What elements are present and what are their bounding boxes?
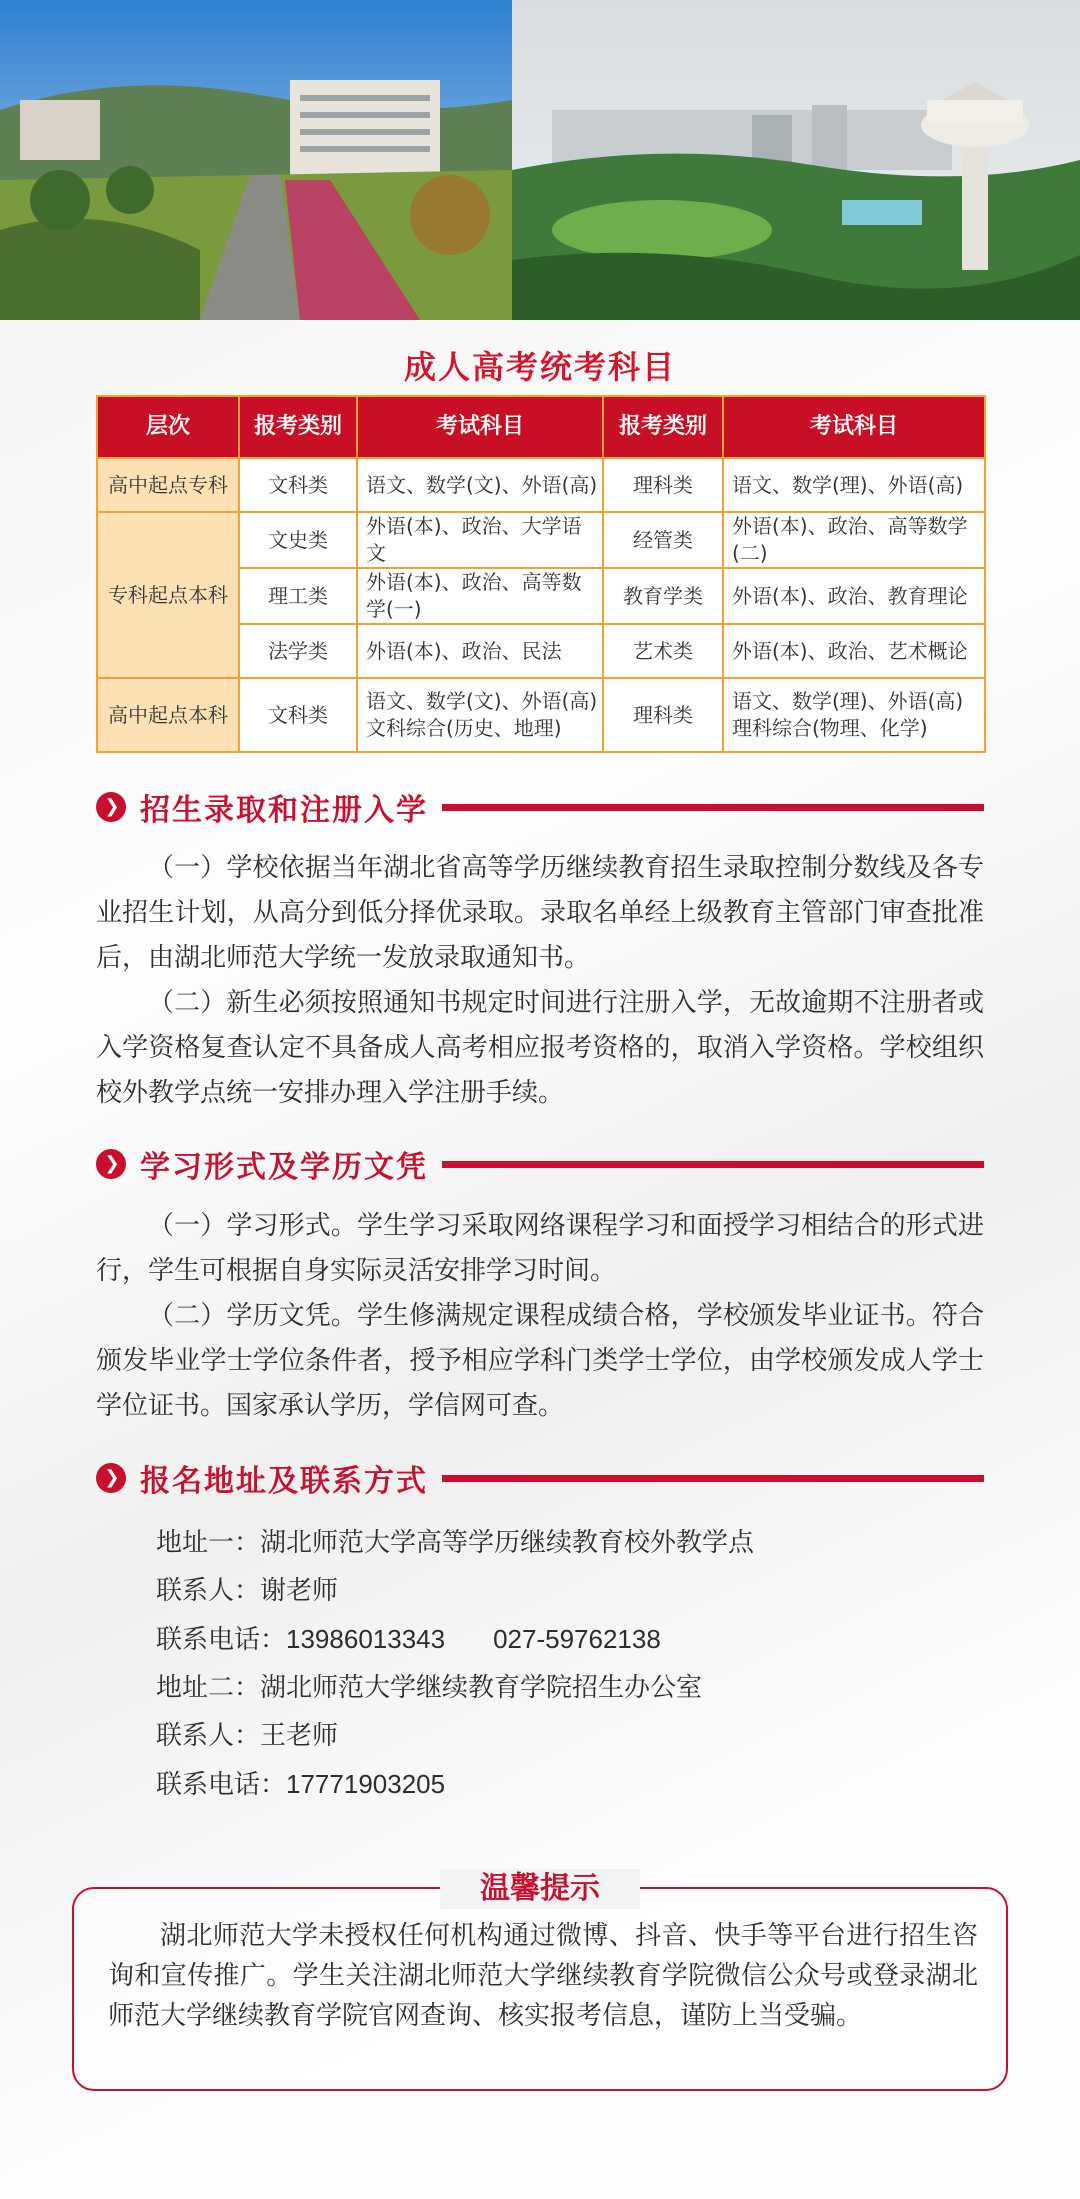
header-level: 层次 (97, 396, 239, 458)
section-admission-heading (96, 785, 984, 829)
paragraph: （一）学习形式。学生学习采取网络课程学习和面授学习相结合的形式进行，学生可根据自身实际灵活安排学习时间。 (96, 1211, 984, 1286)
exam-subjects-table (96, 395, 986, 753)
subjects-cell: 语文、数学(文)、外语(高) (357, 458, 603, 512)
subjects-line: 理科综合(物理、化学) (732, 716, 928, 740)
chevron-right-icon: ❯ (96, 1463, 126, 1493)
phone-number-mobile: 17771903205 (286, 1769, 446, 1799)
category-cell: 艺术类 (603, 624, 723, 678)
table-row (97, 512, 985, 568)
header-photos (0, 0, 1080, 320)
table-row (97, 678, 985, 752)
section-title: 报名地址及联系方式 (140, 1464, 428, 1499)
subjects-cell: 外语(本)、政治、高等数学(二) (723, 512, 985, 568)
header-category: 报考类别 (239, 396, 357, 458)
admission-text (96, 846, 984, 1116)
category-cell: 理科类 (603, 678, 723, 752)
subjects-line: 语文、数学(文)、外语(高) (366, 689, 598, 713)
campus-avenue-photo (0, 0, 512, 320)
phone-number-landline: 027-59762138 (493, 1624, 661, 1654)
study-text (96, 1204, 984, 1429)
header-category: 报考类别 (603, 396, 723, 458)
subjects-cell: 外语(本)、政治、教育理论 (723, 568, 985, 624)
subjects-cell: 语文、数学(理)、外语(高) (723, 458, 985, 512)
contact-person-two: 联系人：王老师 (156, 1721, 339, 1751)
table-header-row (97, 396, 985, 458)
notice-title: 温馨提示 (440, 1869, 640, 1909)
subjects-line: 语文、数学(理)、外语(高) (732, 689, 964, 713)
address-two: 地址二：湖北师范大学继续教育学院招生办公室 (156, 1673, 703, 1703)
paragraph: （二）学历文凭。学生修满规定课程成绩合格，学校颁发毕业证书。符合颁发毕业学士学位条件者，授予相应学科门类学士学位，由学校颁发成人学士学位证书。国家承认学历，学信网可查。 (96, 1301, 984, 1421)
level-cell: 高中起点本科 (97, 678, 239, 752)
phone-label: 联系电话： (156, 1770, 287, 1800)
section-divider (442, 804, 984, 811)
level-cell: 专科起点本科 (97, 512, 239, 678)
subjects-line: 文科综合(历史、地理) (366, 716, 562, 740)
subjects-cell: 外语(本)、政治、民法 (357, 624, 603, 678)
table-title: 成人高考统考科目 (403, 348, 676, 386)
section-divider (442, 1475, 984, 1482)
subjects-cell (357, 678, 603, 752)
section-divider (442, 1161, 984, 1168)
section-title: 招生录取和注册入学 (140, 793, 428, 828)
contact-info (156, 1519, 976, 1809)
chevron-right-icon: ❯ (96, 1149, 126, 1179)
section-title: 学习形式及学历文凭 (140, 1150, 428, 1185)
header-subjects: 考试科目 (357, 396, 603, 458)
category-cell: 文史类 (239, 512, 357, 568)
phone-label: 联系电话： (156, 1625, 287, 1655)
header-subjects: 考试科目 (723, 396, 985, 458)
subjects-cell (723, 678, 985, 752)
section-contact-heading (96, 1456, 984, 1500)
paragraph: （二）新生必须按照通知书规定时间进行注册入学，无故逾期不注册者或入学资格复查认定不具备成人高考相应报考资格的，取消入学资格。学校组织校外教学点统一安排办理入学注册手续。 (96, 988, 984, 1108)
subjects-cell: 外语(本)、政治、大学语文 (357, 512, 603, 568)
address-one: 地址一：湖北师范大学高等学历继续教育校外教学点 (156, 1528, 755, 1558)
phone-number-mobile: 13986013343 (286, 1624, 446, 1654)
category-cell: 文科类 (239, 678, 357, 752)
phone-one (156, 1615, 976, 1664)
section-study-heading (96, 1142, 984, 1186)
paragraph: （一）学校依据当年湖北省高等学历继续教育招生录取控制分数线及各专业招生计划，从高分到低分择优录取。录取名单经上级教育主管部门审查批准后，由湖北师范大学统一发放录取通知书。 (96, 853, 984, 973)
category-cell: 教育学类 (603, 568, 723, 624)
notice-paragraph: 湖北师范大学未授权任何机构通过微博、抖音、快手等平台进行招生咨询和宣传推广。学生关注湖北师范大学继续教育学院微信公众号或登录湖北师范大学继续教育学院官网查询、核实报考信息，谨防上当受骗。 (108, 1921, 978, 2031)
subjects-cell: 外语(本)、政治、高等数学(一) (357, 568, 603, 624)
category-cell: 理工类 (239, 568, 357, 624)
level-cell: 高中起点专科 (97, 458, 239, 512)
table-row (97, 458, 985, 512)
category-cell: 理科类 (603, 458, 723, 512)
category-cell: 文科类 (239, 458, 357, 512)
campus-water-tower-photo (512, 0, 1080, 320)
chevron-right-icon: ❯ (96, 792, 126, 822)
notice-text (108, 1916, 978, 2036)
contact-person-one: 联系人：谢老师 (156, 1576, 339, 1606)
category-cell: 法学类 (239, 624, 357, 678)
category-cell: 经管类 (603, 512, 723, 568)
phone-two (156, 1760, 976, 1809)
subjects-cell: 外语(本)、政治、艺术概论 (723, 624, 985, 678)
